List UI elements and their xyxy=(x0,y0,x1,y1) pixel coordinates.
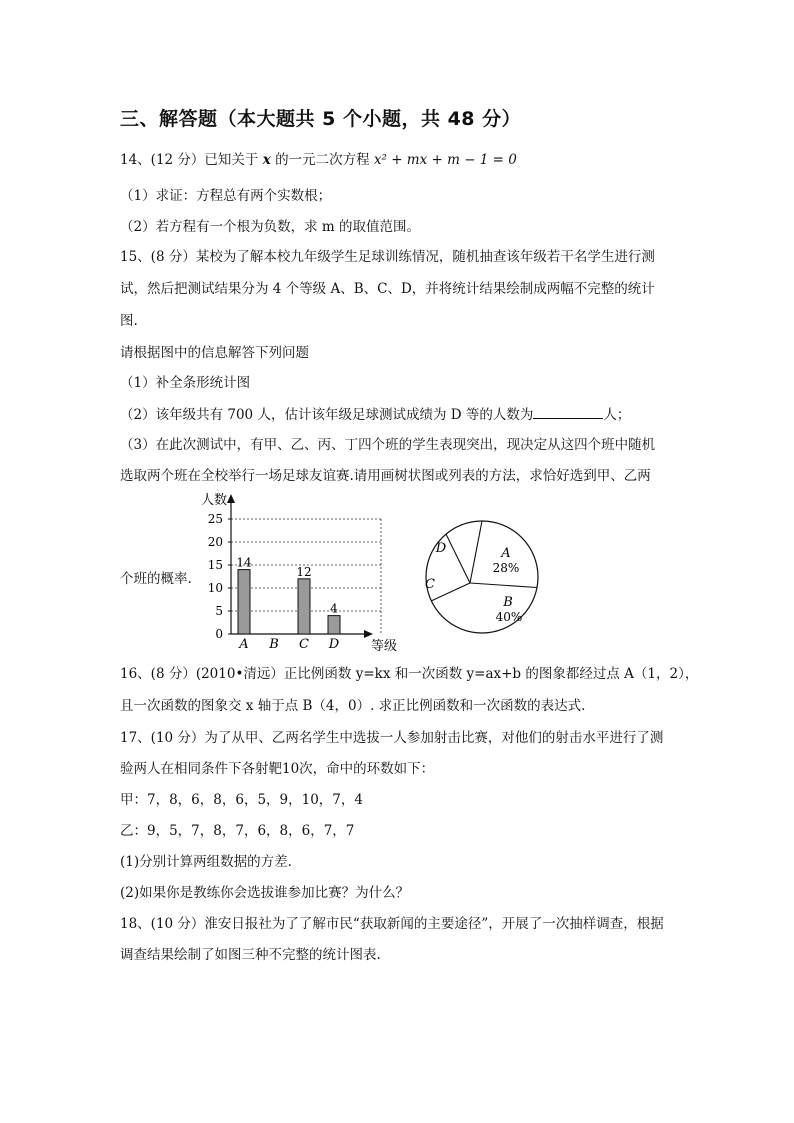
q18-line2: 调查结果绘制了如图三种不完整的统计图表. xyxy=(120,947,381,963)
q16-line2: 且一次函数的图象交 x 轴于点 B（4，0）. 求正比例函数和一次函数的表达式. xyxy=(120,698,586,714)
bar-value-label-D: 4 xyxy=(330,601,338,616)
q17-part1: (1)分别计算两组数据的方差. xyxy=(120,854,292,870)
q17-line2: 验两人在相同条件下各射靶10次，命中的环数如下： xyxy=(120,761,435,777)
y-axis-label: 人数 xyxy=(201,493,228,508)
q15-part2-unit: 人； xyxy=(603,407,631,423)
x-axis-label: 等级 xyxy=(371,639,398,654)
q14-var: x xyxy=(262,152,271,168)
q17-part2: (2)如果你是教练你会选拔谁参加比赛？为什么？ xyxy=(120,885,410,901)
bar-chart xyxy=(195,492,415,657)
pie-label-A: A xyxy=(501,546,511,561)
y-tick-label: 15 xyxy=(207,558,223,572)
q15-part3-line1: （3）在此次测试中，有甲、乙、丙、丁四个班的学生表现突出，现决定从这四个班中随机 xyxy=(120,437,656,453)
q15-part2 xyxy=(120,405,630,424)
q17-jia: 甲：7，8，6，8，6，5，9，10，7，4 xyxy=(120,792,363,808)
pie-label-B: B xyxy=(503,595,513,610)
bar-C xyxy=(298,579,310,634)
q15-line3: 图. xyxy=(120,313,138,329)
q14-mid: 的一元二次方程 xyxy=(275,152,370,168)
bar-value-label-A: 14 xyxy=(236,555,252,570)
q14-equation: x² + mx + m − 1 = 0 xyxy=(373,152,517,168)
y-tick-label: 0 xyxy=(215,627,223,641)
q15-prompt: 请根据图中的信息解答下列问题 xyxy=(120,345,309,361)
pie-label-D: D xyxy=(435,541,447,556)
x-tick-label-D: D xyxy=(328,637,340,652)
pie-chart xyxy=(410,520,555,635)
q18-line1: 18、(10 分）淮安日报社为了了解市民“获取新闻的主要途径”，开展了一次抽样调查，根据 xyxy=(120,916,664,932)
x-tick-label-C: C xyxy=(299,637,309,652)
x-tick-label-A: A xyxy=(239,637,249,652)
q14-part2: （2）若方程有一个根为负数，求 m 的取值范围。 xyxy=(120,219,420,235)
bar-value-label-C: 12 xyxy=(296,564,312,579)
pie-value-label-A: 28% xyxy=(492,561,520,575)
q15-line2: 试，然后把测试结果分为 4 个等级 A、B、C、D，并将统计结果绘制成两幅不完整的统计 xyxy=(120,281,655,297)
y-tick-label: 20 xyxy=(207,535,223,549)
q14-stem xyxy=(120,151,517,169)
q17-line1: 17、(10 分）为了从甲、乙两名学生中选拔一人参加射击比赛，对他们的射击水平进行了测 xyxy=(120,730,664,746)
y-tick-label: 10 xyxy=(207,581,223,595)
q17-yi: 乙：9，5，7，8，7，6，8，6，7，7 xyxy=(120,823,355,839)
q15-part1: （1）补全条形统计图 xyxy=(120,375,251,391)
bar-D xyxy=(328,616,340,634)
y-tick-label: 25 xyxy=(207,512,223,526)
q16-line1: 16、(8 分）(2010•清远）正比例函数 y=kx 和一次函数 y=ax+b 的图象都经过点 A（1，2）， xyxy=(120,666,699,682)
bar-A xyxy=(238,570,250,634)
q15-part3-line3: 个班的概率. xyxy=(120,571,192,587)
q15-part3-line2: 选取两个班在全校举行一场足球友谊赛.请用画树状图或列表的方法，求恰好选到甲、乙两 xyxy=(120,468,651,484)
x-axis-arrow-icon xyxy=(364,630,373,638)
q14-prefix: 14、(12 分）已知关于 xyxy=(120,152,259,168)
x-tick-label-B: B xyxy=(269,637,279,652)
q15-part2-text: （2）该年级共有 700 人，估计该年级足球测试成绩为 D 等的人数为 xyxy=(120,407,534,423)
section-title: 三、解答题（本大题共 5 个小题，共 48 分） xyxy=(120,108,522,130)
pie-label-C: C xyxy=(425,577,435,592)
q15-line1: 15、(8 分）某校为了解本校九年级学生足球训练情况，随机抽查该年级若干名学生进行测 xyxy=(120,249,655,265)
q14-part1: （1）求证：方程总有两个实数根； xyxy=(120,188,332,204)
y-axis-arrow-icon xyxy=(227,494,235,503)
answer-blank xyxy=(533,405,603,419)
pie-value-label-B: 40% xyxy=(495,610,523,624)
y-tick-label: 5 xyxy=(215,604,223,618)
